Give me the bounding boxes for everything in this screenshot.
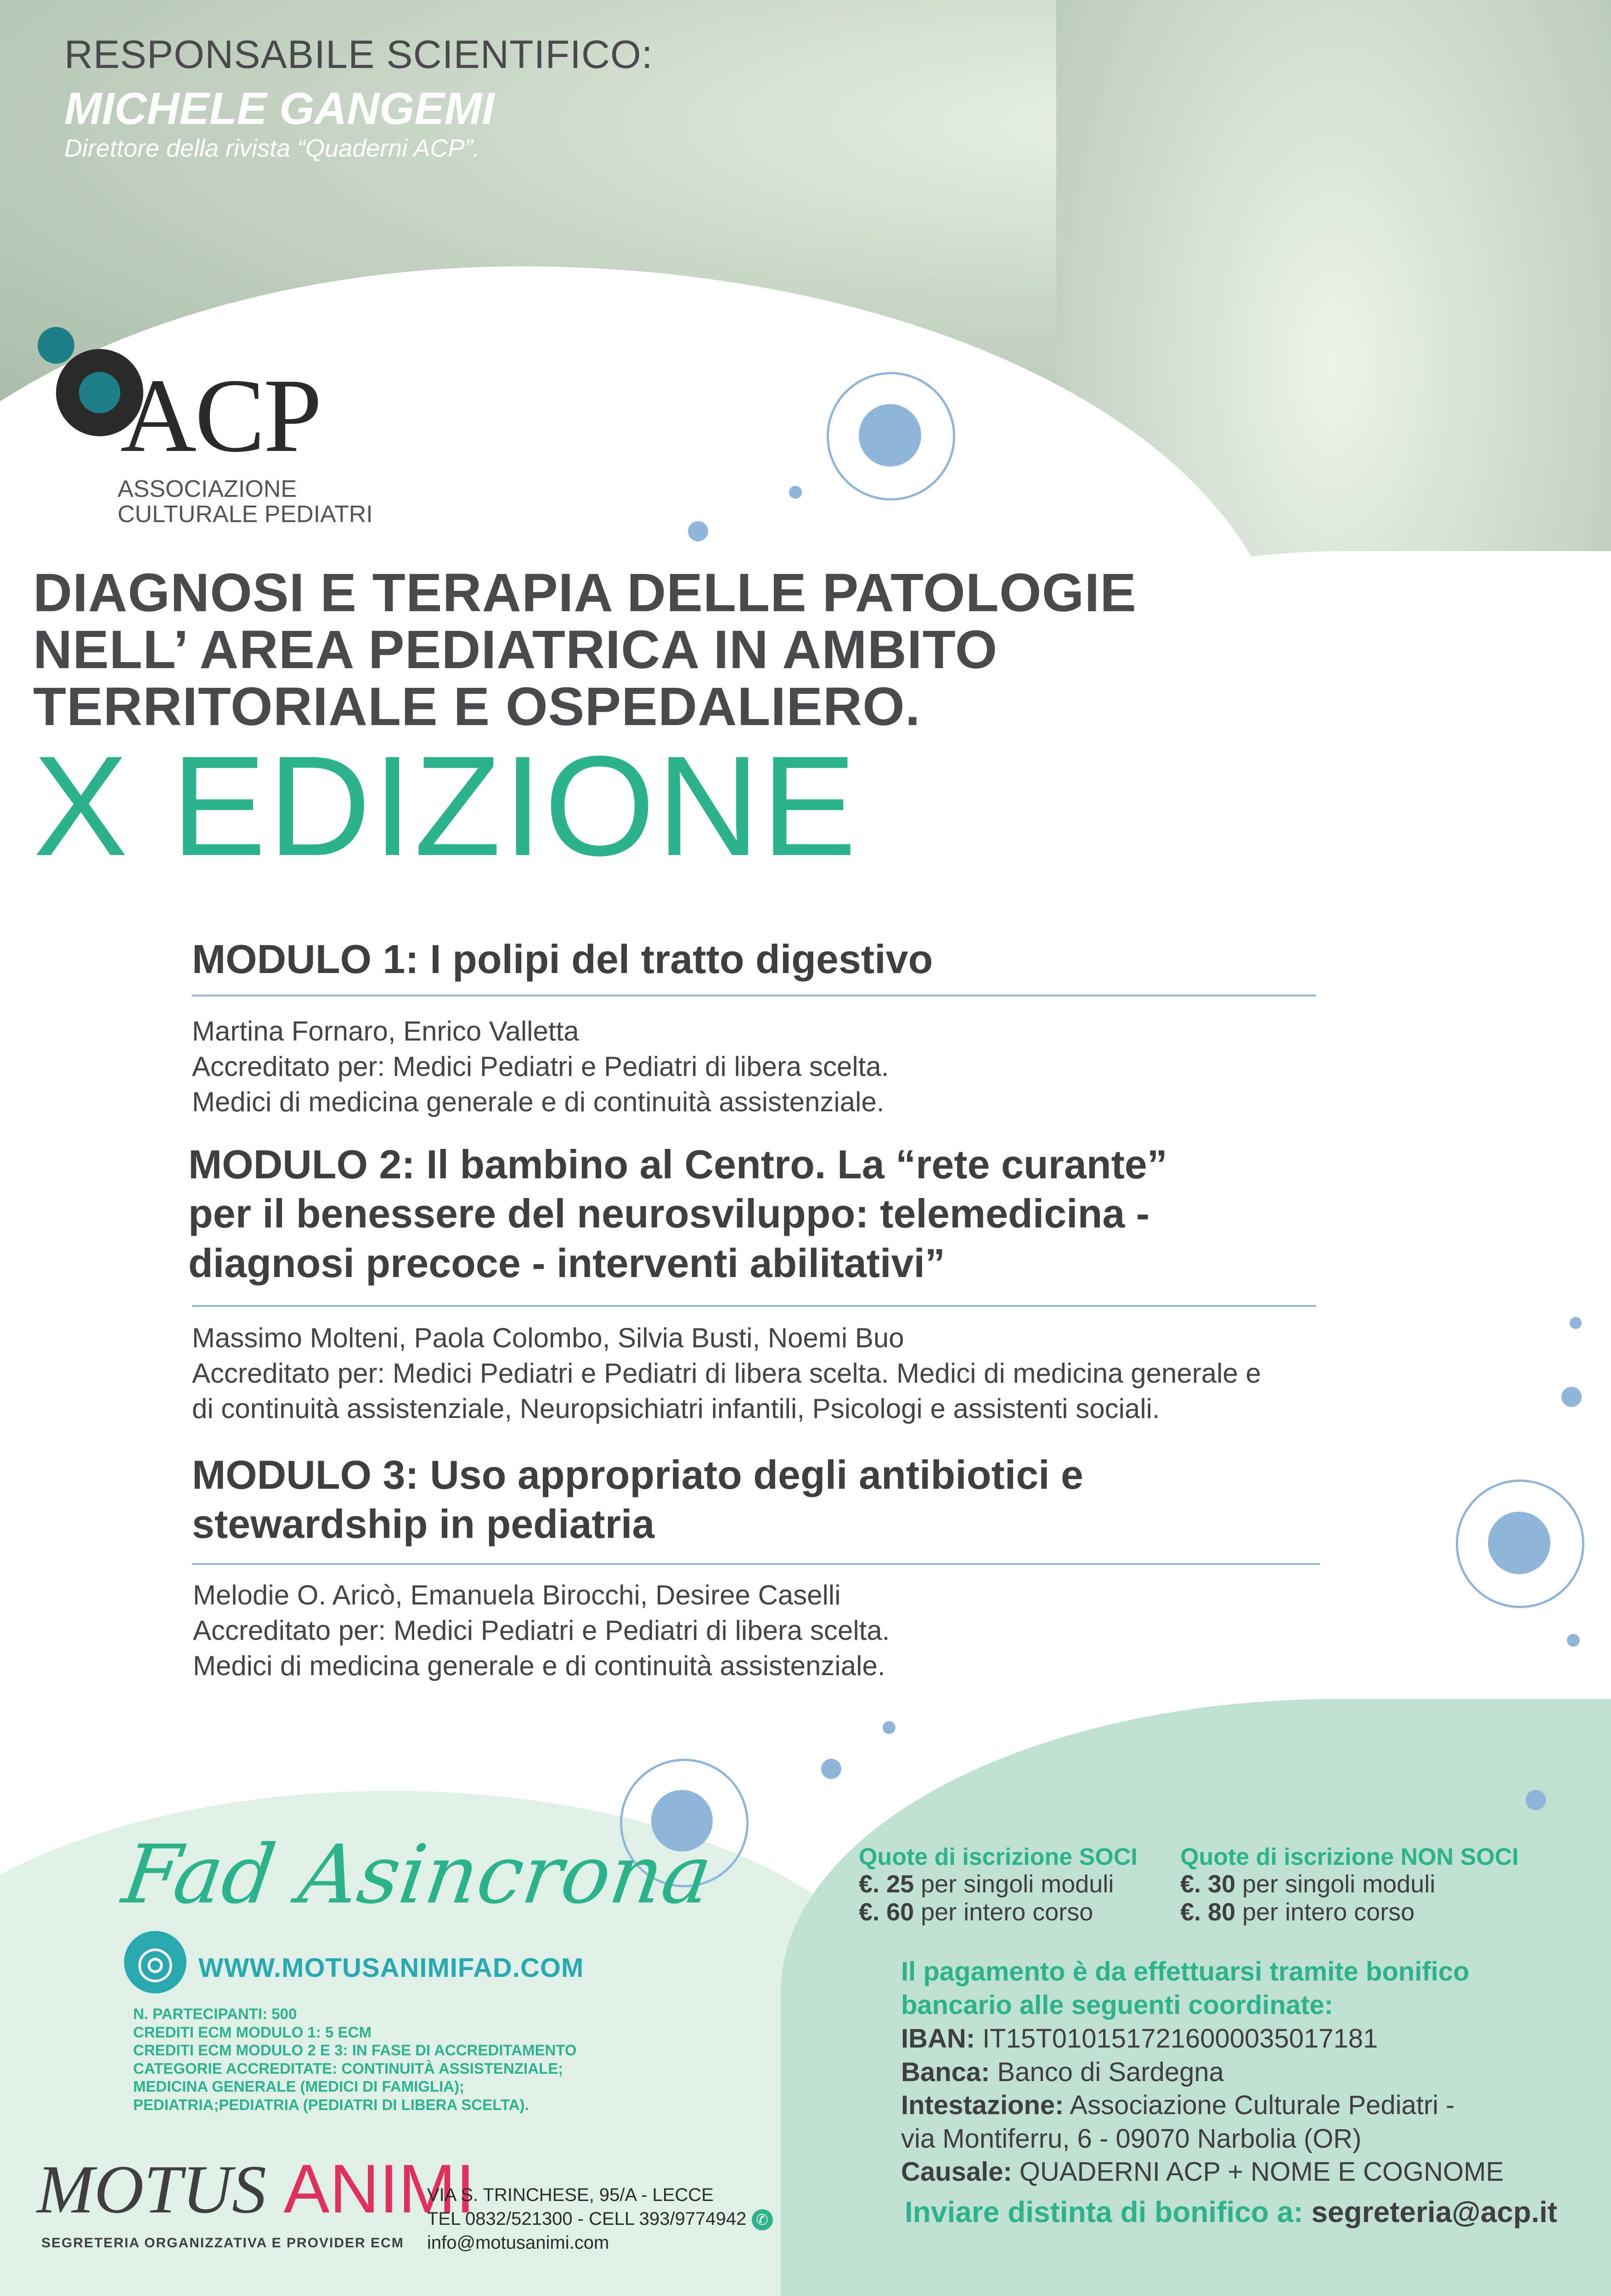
course-info-line: CATEGORIE ACCREDITATE: CONTINUITÀ ASSISTENZIALE; [133,2060,563,2077]
fees-non-members [1180,1844,1519,1926]
acp-logo-text: ACP [120,357,321,474]
module-detail-line: di continuità assistenziale, Neuropsichiatri infantili, Psicologi e assistenti sociali. [192,1393,1160,1424]
fee-amount: €. 25 [859,1870,914,1898]
organizer-address: VIA S. TRINCHESE, 95/A - LECCE [427,2185,714,2205]
acp-logo-mark [38,327,74,364]
course-info-line: PEDIATRIA;PEDIATRIA (PEDIATRI DI LIBERA SCELTA). [133,2096,529,2113]
reason-line [901,2155,1553,2189]
fee-amount: €. 30 [1180,1870,1236,1898]
holder-address: via Montiferru, 6 - 09070 Narbolia (OR) [901,2123,1362,2154]
decor-dot [1570,1317,1582,1329]
fad-title: Fad Asincrona [117,1828,718,1922]
module-2-details [192,1321,1261,1426]
decor-dot [789,486,802,499]
fees-members [859,1844,1138,1926]
module-detail-line: Accreditato per: Medici Pediatri e Pediatri di libera scelta. Medici di medicina generale e [192,1357,1261,1389]
fee-text: per intero corso [1235,1898,1415,1926]
fee-text: per singoli moduli [1235,1870,1436,1898]
holder-label: Intestazione: [901,2090,1064,2120]
module-1-title [192,934,933,984]
website-link[interactable]: WWW.MOTUSANIMIFAD.COM [198,1953,584,1983]
module-title-line: per il benessere del neurosviluppo: telemedicina - [188,1191,1150,1237]
send-receipt [905,2195,1557,2229]
decor-dot [859,404,921,467]
decor-dot [821,1759,841,1779]
decor-dot [1567,1634,1580,1647]
send-email[interactable]: segreteria@acp.it [1311,2195,1557,2228]
course-title-line: NELL’ AREA PEDIATRICA IN AMBITO [33,619,998,680]
fee-text: per singoli moduli [914,1870,1114,1898]
organizer-contacts [427,2183,773,2255]
course-info-line: N. PARTECIPANTI: 500 [133,2005,297,2022]
scientific-lead-label: RESPONSABILE SCIENTIFICO: [64,33,653,77]
fee-amount: €. 80 [1180,1898,1236,1926]
module-detail-line: Massimo Molteni, Paola Colombo, Silvia Busti, Noemi Buo [192,1322,904,1353]
fee-line [859,1870,1138,1898]
payment-heading-line: bancario alle seguenti coordinate: [901,1990,1334,2020]
course-info-line: MEDICINA GENERALE (MEDICI DI FAMIGLIA); [133,2078,465,2095]
bank-value: Banco di Sardegna [990,2057,1224,2087]
decor-dot [1488,1512,1550,1574]
payment-details [901,2022,1553,2189]
acp-logo-line: CULTURALE PEDIATRI [118,501,373,528]
animi-logo-part: ANIMI [283,2150,475,2227]
module-divider [192,1563,1320,1565]
send-label: Inviare distinta di bonifico a: [905,2195,1312,2228]
module-3-title [192,1450,1083,1549]
decor-dot [1526,1790,1546,1810]
module-title-line: MODULO 3: Uso appropriato degli antibiotici e [192,1452,1083,1497]
module-3-details [193,1578,890,1683]
decor-dot [1561,1387,1582,1407]
module-title-line: diagnosi precoce - interventi abilitativi” [188,1240,945,1286]
fee-line [1180,1870,1519,1898]
course-title [33,565,1181,736]
iban-value: IT15T0101517216000035017181 [975,2024,1378,2054]
decor-dot [688,521,708,541]
scientific-lead-name: MICHELE GANGEMI [64,83,495,134]
holder-value: Associazione Culturale Pediatri - [1064,2090,1455,2120]
edition-label: X EDIZIONE [33,726,858,885]
module-detail-line: Medici di medicina generale e di continuità assistenziale. [193,1650,885,1681]
bank-label: Banca: [901,2057,990,2087]
globe-icon: ◎ [124,1931,186,1993]
course-info-line: CREDITI ECM MODULO 2 E 3: IN FASE DI ACCREDITAMENTO [133,2042,577,2059]
bank-line [901,2056,1553,2089]
reason-label: Causale: [901,2157,1012,2187]
payment-heading-line: Il pagamento è da effettuarsi tramite bonifico [901,1957,1470,1986]
fees-members-heading: Quote di iscrizione SOCI [859,1844,1138,1870]
module-title-line: MODULO 1: I polipi del tratto digestivo [192,936,933,982]
iban-label: IBAN: [901,2024,975,2054]
course-title-line: TERRITORIALE E OSPEDALIERO. [33,676,921,737]
module-detail-line: Melodie O. Aricò, Emanuela Birocchi, Desiree Caselli [193,1580,841,1610]
organizer-email[interactable]: info@motusanimi.com [427,2233,609,2253]
holder-line [901,2089,1553,2122]
organizer-phone-line [427,2207,773,2231]
motus-logo-part: MOTUS [37,2151,284,2228]
fee-text: per intero corso [914,1898,1093,1926]
fee-line [859,1898,1138,1926]
iban-line [901,2022,1553,2056]
module-detail-line: Medici di medicina generale e di continuità assistenziale. [192,1086,884,1117]
module-2-title [188,1140,1167,1288]
organizer-subtitle: SEGRETERIA ORGANIZZATIVA E PROVIDER ECM [41,2235,404,2251]
scientific-lead-role: Direttore della rivista “Quaderni ACP”. [64,135,480,162]
course-info [133,2005,648,2114]
module-divider [192,995,1316,996]
decor-dot [883,1721,896,1734]
module-detail-line: Accreditato per: Medici Pediatri e Pediatri di libera scelta. [192,1051,889,1082]
course-title-line: DIAGNOSI E TERAPIA DELLE PATOLOGIE [33,563,1137,623]
motus-animi-logo [37,2149,475,2229]
module-title-line: stewardship in pediatria [192,1501,655,1547]
acp-logo-subtitle [118,477,373,527]
module-1-details [192,1014,889,1120]
fees-non-members-heading: Quote di iscrizione NON SOCI [1180,1844,1519,1870]
module-detail-line: Accreditato per: Medici Pediatri e Pediatri di libera scelta. [193,1615,890,1646]
acp-logo-line: ASSOCIAZIONE [118,476,297,502]
module-title-line: MODULO 2: Il bambino al Centro. La “rete curante” [188,1142,1167,1187]
acp-logo-mark [79,372,120,413]
reason-value: QUADERNI ACP + NOME E COGNOME [1012,2157,1504,2187]
module-detail-line: Martina Fornaro, Enrico Valletta [192,1016,579,1047]
module-divider [192,1305,1316,1307]
course-info-line: CREDITI ECM MODULO 1: 5 ECM [133,2023,372,2041]
fee-line [1180,1898,1519,1926]
payment-heading [901,1955,1535,2022]
organizer-phone[interactable]: TEL 0832/521300 - CELL 393/9774942 [427,2209,747,2229]
fee-amount: €. 60 [859,1898,914,1926]
whatsapp-icon: ✆ [752,2209,773,2230]
